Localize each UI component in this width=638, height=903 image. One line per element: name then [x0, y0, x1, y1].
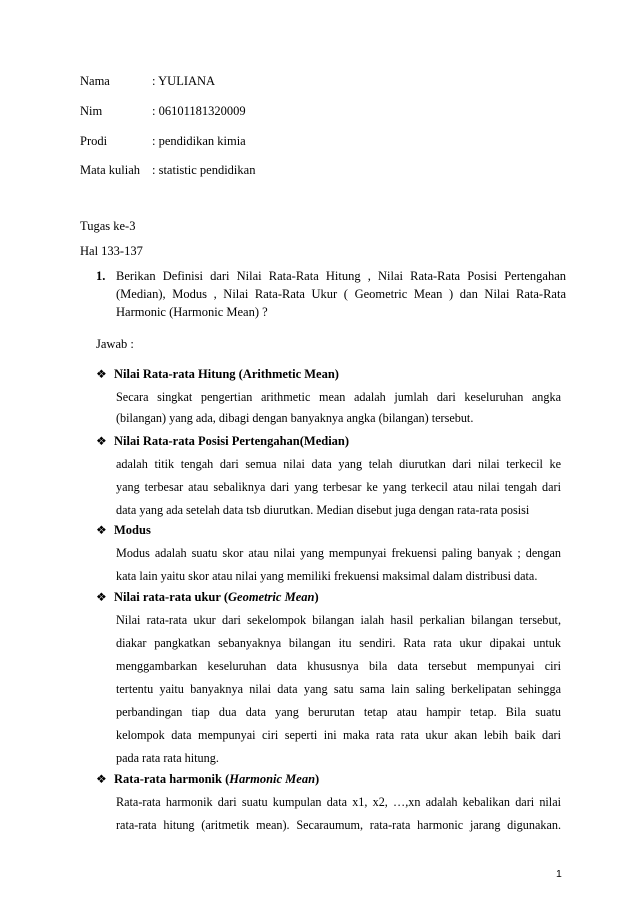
course-value: : statistic pendidikan — [152, 163, 256, 177]
name-value: : YULIANA — [152, 74, 216, 88]
course-label: Mata kuliah — [80, 163, 141, 177]
question-1 — [96, 267, 566, 321]
section-line: menggambarkan keseluruhan data khususnya bila data tersebut mempunyai ciri — [116, 659, 561, 673]
section-line: tertentu yaitu banyaknya nilai data yang satu sama lain saling berkelipatan sehingga — [116, 682, 561, 696]
name-label: Nama — [80, 74, 110, 88]
section-heading: ❖ Rata-rata harmonik (Harmonic Mean) — [96, 772, 320, 786]
section-line: kata lain yaitu skor atau nilai yang memiliki frekuensi maksimal dalam distribusi data. — [116, 569, 538, 583]
section-line: Modus adalah suatu skor atau nilai yang mempunyai frekuensi paling banyak ; dengan — [116, 546, 561, 560]
question-text: Berikan Definisi dari Nilai Rata-Rata Hitung , Nilai Rata-Rata Posisi Pertengahan (Median), Modus , Nilai Rata-Rata Ukur ( Geometric Mean ) dan Nilai Rata-Rata Harmonic (Harmonic Mean) ? — [116, 269, 566, 319]
section-line: diakar pangkatkan sebanyaknya bilangan itu sendiri. Rata rata ukur dipakai untuk — [116, 636, 561, 650]
section-line: kelompok data mempunyai ciri seperti ini maka rata rata ukur akan lebih baik dari — [116, 728, 561, 742]
section-heading: ❖ Nilai Rata-rata Hitung (Arithmetic Mean) — [96, 367, 339, 381]
section-line: Nilai rata-rata ukur dari sekelompok bilangan ialah hasil perkalian bilangan tersebut, — [116, 613, 561, 627]
section-line: yang terbesar atau sebaliknya dari yang terbesar ke yang terkecil atau nilai tengah dari — [116, 480, 561, 494]
nim-value: : 06101181320009 — [152, 104, 246, 118]
diamond-bullet-icon: ❖ — [96, 590, 107, 604]
diamond-bullet-icon: ❖ — [96, 367, 107, 381]
page-range: Hal 133-137 — [80, 244, 143, 258]
section-heading: ❖ Nilai Rata-rata Posisi Pertengahan(Median) — [96, 434, 350, 448]
section-line: (bilangan) yang ada, dibagi dengan banyaknya angka (bilangan) tersebut. — [116, 411, 474, 425]
prodi-label: Prodi — [80, 134, 108, 148]
section-line: perbandingan tiap dua data yang berurutan tetap atau hampir tetap. Bila suatu — [116, 705, 561, 719]
section-heading: ❖ Modus — [96, 523, 151, 537]
diamond-bullet-icon: ❖ — [96, 523, 107, 537]
section-heading: ❖ Nilai rata-rata ukur (Geometric Mean) — [96, 590, 319, 604]
section-line: Rata-rata harmonik dari suatu kumpulan data x1, x2, …,xn adalah kebalikan dari nilai — [116, 795, 561, 809]
section-line: data yang ada setelah data tsb diurutkan. Median disebut juga dengan rata-rata posisi — [116, 503, 530, 517]
nim-label: Nim — [80, 104, 103, 118]
section-line: rata-rata hitung (aritmetik mean). Secaraumum, rata-rata harmonic jarang digunakan. — [116, 818, 561, 832]
answer-label: Jawab : — [96, 337, 134, 351]
diamond-bullet-icon: ❖ — [96, 772, 107, 786]
section-line: Secara singkat pengertian arithmetic mean adalah jumlah dari keseluruhan angka — [116, 390, 561, 404]
assignment-title: Tugas ke-3 — [80, 219, 136, 233]
section-line: pada rata rata hitung. — [116, 751, 219, 765]
question-number: 1. — [96, 269, 106, 283]
section-line: adalah titik tengah dari semua nilai data yang telah diurutkan dari nilai terkecil ke — [116, 457, 561, 471]
page-number: 1 — [556, 868, 562, 880]
prodi-value: : pendidikan kimia — [152, 134, 246, 148]
diamond-bullet-icon: ❖ — [96, 434, 107, 448]
